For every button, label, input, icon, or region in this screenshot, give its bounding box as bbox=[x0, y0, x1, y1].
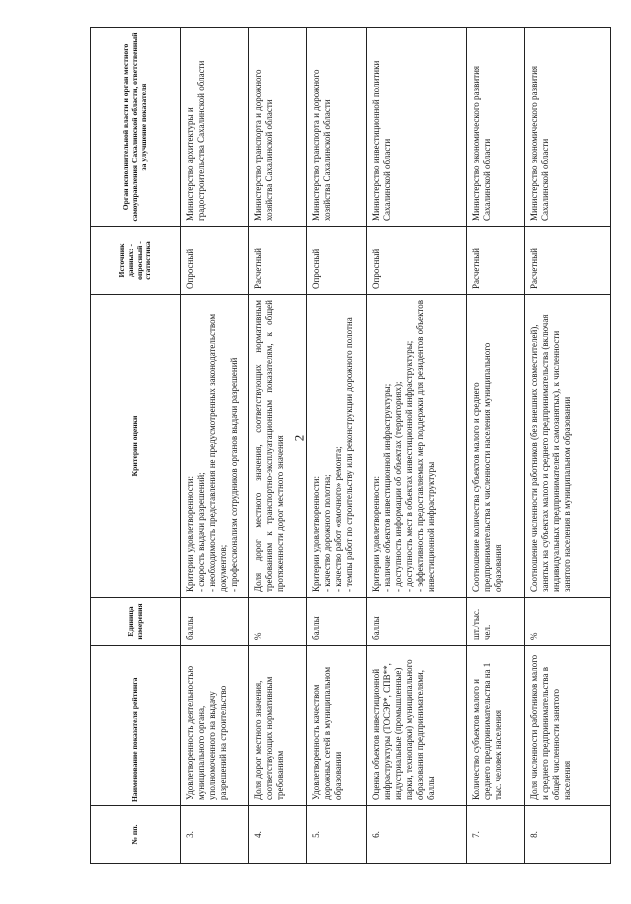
row-name: Удовлетворенность качеством дорожных сетей в муниципальном образовании bbox=[307, 646, 367, 806]
criteria-line: - скорость выдачи разрешений; bbox=[195, 472, 206, 592]
criteria-line: - необходимость представления не предусмотренных законодательством документов; bbox=[206, 313, 228, 592]
criteria-line: - темпы работ по строительству или реконструкции дорожного полотна bbox=[343, 317, 354, 592]
page-number: 2 bbox=[291, 434, 307, 442]
row-name: Количество субъектов малого и среднего предпринимательства на 1 тыс. человек населения bbox=[467, 646, 525, 806]
rating-indicators-table bbox=[90, 27, 611, 864]
row-name: Удовлетворенность деятельностью муниципального органа, уполномоченного на выдачу разрешений на строительство bbox=[181, 646, 249, 806]
criteria-line: Соотношение численности работников (без внешних совместителей), занятых на субъектах малого и среднего предпринимательства (включая индивидуальных предпринимателей и самозанятых), к численности занятого населения в муниципальном образовании bbox=[529, 314, 572, 592]
row-source: Расчетный bbox=[249, 227, 307, 295]
criteria-line: Критерии удовлетворенности: bbox=[311, 476, 321, 592]
row-unit: баллы bbox=[181, 598, 249, 646]
criteria-line: - эффективность предоставляемых мер поддержки для резидентов объектов инвестиционной инфраструктуры bbox=[414, 300, 436, 592]
row-unit: % bbox=[525, 598, 611, 646]
criteria-line: Критерии удовлетворенности: bbox=[371, 476, 381, 592]
row-unit: баллы bbox=[307, 598, 367, 646]
criteria-line: Соотношение количества субъектов малого и среднего предпринимательства к численности населения муниципального образования bbox=[471, 342, 503, 592]
row-criteria bbox=[525, 295, 611, 598]
row-authority: Министерство экономического развития Сахалинской области bbox=[525, 28, 611, 227]
row-num: 4. bbox=[249, 806, 307, 864]
row-authority: Министерство инвестиционной политики Сахалинской области bbox=[367, 28, 467, 227]
criteria-line: Доля дорог местного значения, соответствующих нормативным требованиям к транспортно-эксплуатационным показателям, к общей протяженности дорог местного значения bbox=[253, 300, 285, 592]
row-criteria bbox=[467, 295, 525, 598]
criteria-line: - профессионализм сотрудников органов выдачи разрешений bbox=[228, 357, 239, 592]
row-num: 5. bbox=[307, 806, 367, 864]
row-num: 8. bbox=[525, 806, 611, 864]
criteria-line: - доступность мест в объектах инвестиционной инфраструктуры; bbox=[403, 340, 414, 592]
header-criteria: Критерии оценки bbox=[91, 295, 181, 598]
row-unit: баллы bbox=[367, 598, 467, 646]
table-row bbox=[249, 28, 307, 864]
row-source: Опросный bbox=[181, 227, 249, 295]
table-row bbox=[467, 28, 525, 864]
criteria-line: - наличие объектов инвестиционной инфраструктуры; bbox=[381, 383, 392, 592]
row-criteria bbox=[249, 295, 307, 598]
row-name: Оценка объектов инвестиционной инфраструктуры (ТОСЭР*, СПВ**, индустриальные (промышленные) парки, технопарки) муниципального образования предпринимателями, баллы bbox=[367, 646, 467, 806]
row-num: 6. bbox=[367, 806, 467, 864]
header-authority: Орган исполнительной власти и орган местного самоуправления Сахалинской области, ответственный за улучшение показателя bbox=[91, 28, 181, 227]
header-name: Наименование показателя рейтинга bbox=[91, 646, 181, 806]
table-row bbox=[307, 28, 367, 864]
header-source: Источник данных: - опросный - статистика bbox=[91, 227, 181, 295]
table-row bbox=[181, 28, 249, 864]
row-authority: Министерство архитектуры и градостроительства Сахалинской области bbox=[181, 28, 249, 227]
row-name: Доля дорог местного значения, соответствующих нормативным требованиям bbox=[249, 646, 307, 806]
rotated-table-container bbox=[90, 28, 610, 864]
row-source: Опросный bbox=[307, 227, 367, 295]
row-source: Расчетный bbox=[525, 227, 611, 295]
row-criteria bbox=[181, 295, 249, 598]
header-unit: Единица измерения bbox=[91, 598, 181, 646]
criteria-line: - доступность информации об объектах (территориях); bbox=[392, 381, 403, 592]
header-num: № пп. bbox=[91, 806, 181, 864]
table-row bbox=[367, 28, 467, 864]
criteria-line: Критерии удовлетворенности: bbox=[185, 476, 195, 592]
row-authority: Министерство транспорта и дорожного хозяйства Сахалинской области bbox=[249, 28, 307, 227]
row-unit: % bbox=[249, 598, 307, 646]
criteria-line: - качество работ «ямочного» ремонта; bbox=[332, 446, 343, 592]
row-unit: шт./тыс. чел. bbox=[467, 598, 525, 646]
row-num: 7. bbox=[467, 806, 525, 864]
row-criteria bbox=[367, 295, 467, 598]
table-row bbox=[525, 28, 611, 864]
table-header-row bbox=[91, 28, 181, 864]
row-source: Расчетный bbox=[467, 227, 525, 295]
row-num: 3. bbox=[181, 806, 249, 864]
row-source: Опросный bbox=[367, 227, 467, 295]
row-criteria bbox=[307, 295, 367, 598]
criteria-line: - качество дорожного полотна; bbox=[321, 474, 332, 592]
row-name: Доля численности работников малого и среднего предпринимательства в общей численности занятого населения bbox=[525, 646, 611, 806]
row-authority: Министерство экономического развития Сахалинской области bbox=[467, 28, 525, 227]
row-authority: Министерство транспорта и дорожного хозяйства Сахалинской области bbox=[307, 28, 367, 227]
